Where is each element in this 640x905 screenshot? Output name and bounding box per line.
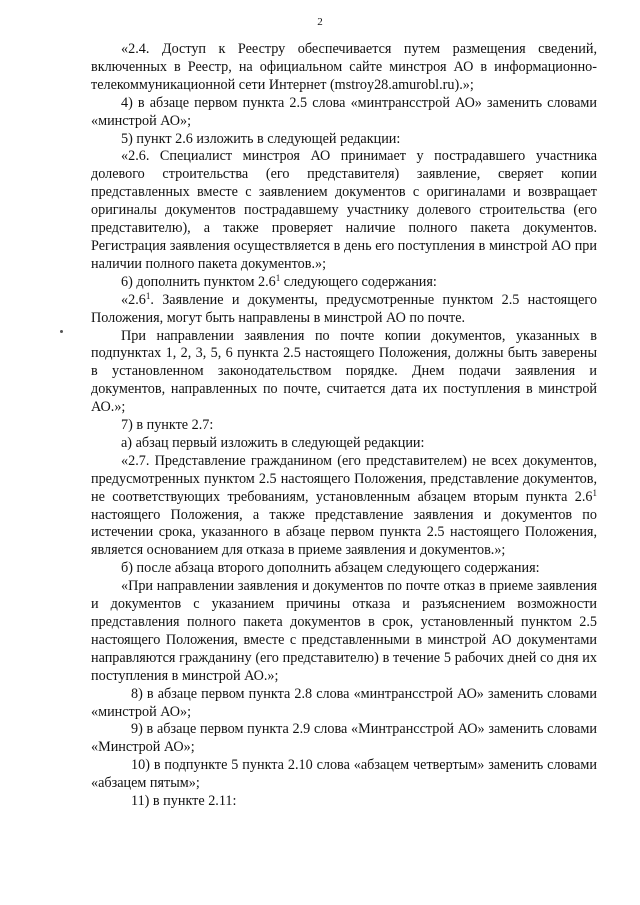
paragraph-2-6-1 xyxy=(91,292,597,328)
paragraph-item-7: 7) в пункте 2.7: xyxy=(121,417,214,434)
paragraph-item-8: 8) в абзаце первом пункта 2.8 слова «минтрансстрой АО» заменить словами «минстрой АО»; xyxy=(91,685,597,720)
superscript: 1 xyxy=(275,272,281,283)
text-before: 6) дополнить пунктом 2.6 xyxy=(121,273,276,290)
paragraph-2-4: «2.4. Доступ к Реестру обеспечивается путем размещения сведений, включенных в Реестр, на официальном сайте минстроя АО в информационно-телекоммуникационной сети Интернет (mstroy28.amurobl.ru).»; xyxy=(91,41,597,93)
scan-speck xyxy=(60,330,63,333)
paragraph-mail-submission: При направлении заявления по почте копии документов, указанных в подпунктах 1, 2, 3, 5, 6 пункта 2.5 настоящего Положения, должны быть заверены в установленном законодательством порядке. Днем подачи заявления и документов, направленных по почте, считается дата их поступления в минстрой АО.»; xyxy=(91,327,597,416)
paragraph-item-4: 4) в абзаце первом пункта 2.5 слова «минтрансстрой АО» заменить словами «минстрой АО»; xyxy=(91,94,597,129)
paragraph-item-7b: б) после абзаца второго дополнить абзацем следующего содержания: xyxy=(121,560,540,577)
paragraph-item-6 xyxy=(91,274,597,292)
paragraph-mail-refusal: «При направлении заявления и документов по почте отказ в приеме заявления и документов с указанием причины отказа и разъяснением возможности представления полного пакета документов в срок, установленный пунктом 2.5 настоящего Положения, вместе с представленными в минстрой АО документами направляются гражданину (его представителю) в течение 5 рабочих дней со дня их поступления в минстрой АО.»; xyxy=(91,578,597,684)
text-after: . Заявление и документы, предусмотренные пунктом 2.5 настоящего Положения, могут быть направлены в минстрой АО по почте. xyxy=(91,291,597,326)
document-body xyxy=(91,41,597,811)
superscript: 1 xyxy=(592,487,597,498)
paragraph-2-6: «2.6. Специалист минстроя АО принимает у пострадавшего участника долевого строительства (его представителя) заявление, сверяет копии представленных вместе с заявлением документов с оригиналами и возвращает оригиналы документов пострадавшему участнику долевого строительства (его представителю), а также проверяет наличие полного пакета документов. Регистрация заявления осуществляется в день его поступления в минстрой АО при наличии полного пакета документов.»; xyxy=(91,148,597,272)
paragraph-item-9: 9) в абзаце первом пункта 2.9 слова «Минтрансстрой АО» заменить словами «Минстрой АО»; xyxy=(91,721,597,756)
text-after: настоящего Положения, а также представление заявления и документов по истечении срока, указанного в абзаце первом пункта 2.5 настоящего Положения, является основанием для отказа в приеме заявления и документов.»; xyxy=(91,506,597,559)
text-before: «2.6 xyxy=(121,291,146,308)
text-before: «2.7. Представление гражданином (его представителем) не всех документов, предусмотренных пунктом 2.5 настоящего Положения, представление документов, не соответствующих требованиям, установленным абзацем вторым пункта 2.6 xyxy=(91,452,597,505)
paragraph-2-7 xyxy=(91,453,597,560)
superscript: 1 xyxy=(145,290,151,301)
page-number: 2 xyxy=(317,16,323,28)
paragraph-item-5: 5) пункт 2.6 изложить в следующей редакции: xyxy=(121,130,401,147)
paragraph-item-11: 11) в пункте 2.11: xyxy=(131,793,237,810)
text-after: следующего содержания: xyxy=(280,273,437,290)
paragraph-item-10: 10) в подпункте 5 пункта 2.10 слова «абзацем четвертым» заменить словами «абзацем пятым»; xyxy=(91,757,597,792)
paragraph-item-7a: а) абзац первый изложить в следующей редакции: xyxy=(121,434,425,451)
